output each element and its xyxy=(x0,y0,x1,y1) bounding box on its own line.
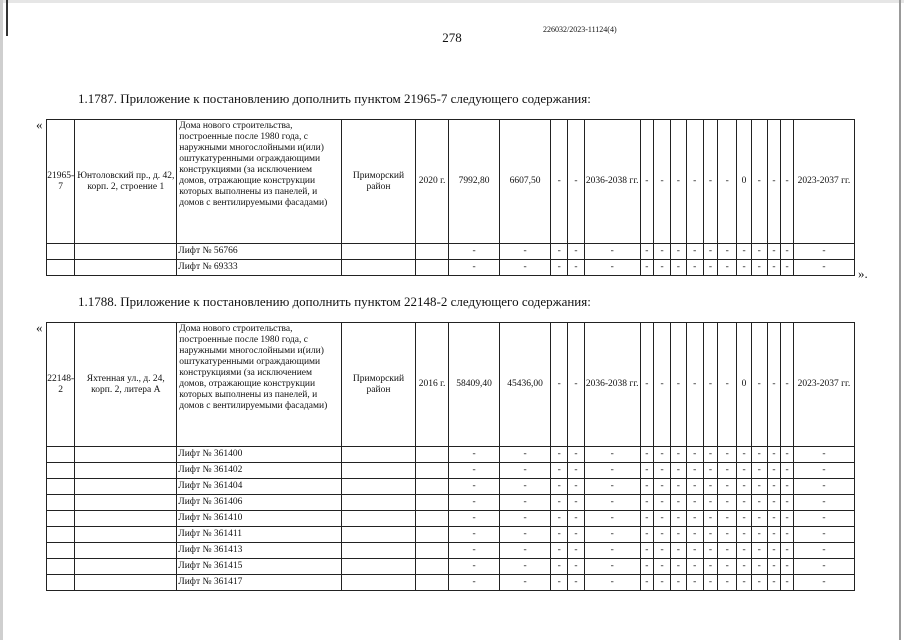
lift-cell-empty xyxy=(342,495,416,511)
lift-cell-dash: - xyxy=(671,244,687,260)
lift-cell-dash: - xyxy=(781,244,794,260)
lift-cell-dash: - xyxy=(703,527,718,543)
lift-cell-dash: - xyxy=(767,463,781,479)
lift-cell-dash: - xyxy=(551,244,568,260)
lift-cell-dash: - xyxy=(499,463,550,479)
lift-cell-dash: - xyxy=(671,559,687,575)
lift-cell-dash: - xyxy=(751,260,767,276)
lift-cell-dash: - xyxy=(654,463,671,479)
lift-cell-dash: - xyxy=(568,575,585,591)
cell-c15: - xyxy=(703,120,718,244)
lift-cell-dash: - xyxy=(686,559,703,575)
lift-cell-dash: - xyxy=(671,575,687,591)
lift-cell-dash: - xyxy=(640,543,654,559)
lift-cell-dash: - xyxy=(654,527,671,543)
area-total: 58409,40 xyxy=(449,323,499,447)
cell-c14: - xyxy=(686,323,703,447)
lift-cell-dash: - xyxy=(640,495,654,511)
build-year: 2016 г. xyxy=(415,323,449,447)
lift-cell-dash: - xyxy=(686,495,703,511)
lift-cell-dash: - xyxy=(640,447,654,463)
lift-cell-empty xyxy=(415,479,449,495)
lift-cell-dash: - xyxy=(751,575,767,591)
lift-cell-dash: - xyxy=(718,511,737,527)
lift-cell-empty xyxy=(415,511,449,527)
lift-cell-dash: - xyxy=(718,463,737,479)
section-heading-1: 1.1787. Приложение к постановлению дополнить пунктом 21965-7 следующего содержания: xyxy=(78,91,591,106)
lift-cell-dash: - xyxy=(703,447,718,463)
repair-period: 2023-2037 гг. xyxy=(793,120,854,244)
lift-cell-dash: - xyxy=(449,575,499,591)
lift-cell-empty xyxy=(75,447,177,463)
lift-cell-dash: - xyxy=(551,479,568,495)
lift-cell-dash: - xyxy=(671,495,687,511)
lift-cell-dash: - xyxy=(671,479,687,495)
lift-cell-dash: - xyxy=(793,527,854,543)
lift-cell-dash: - xyxy=(671,527,687,543)
cell-c15: - xyxy=(703,323,718,447)
lift-cell-dash: - xyxy=(737,543,752,559)
district: Приморский район xyxy=(342,120,416,244)
lift-cell-empty xyxy=(47,511,75,527)
lift-cell-dash: - xyxy=(686,575,703,591)
lift-cell-dash: - xyxy=(781,575,794,591)
lift-cell-dash: - xyxy=(551,575,568,591)
lift-cell-dash: - xyxy=(584,244,640,260)
lift-cell-dash: - xyxy=(499,543,550,559)
lift-cell-dash: - xyxy=(640,511,654,527)
lift-cell-dash: - xyxy=(781,260,794,276)
table-section-1 xyxy=(46,119,855,276)
address: Юнтоловский пр., д. 42, корп. 2, строение 1 xyxy=(75,120,177,244)
lift-name: Лифт № 56766 xyxy=(177,244,342,260)
lift-cell-dash: - xyxy=(767,479,781,495)
lift-cell-dash: - xyxy=(568,495,585,511)
lift-cell-dash: - xyxy=(499,559,550,575)
cell-c17: 0 xyxy=(737,323,752,447)
lift-cell-empty xyxy=(75,559,177,575)
lift-cell-dash: - xyxy=(793,463,854,479)
lift-cell-dash: - xyxy=(654,559,671,575)
lift-cell-empty xyxy=(47,260,75,276)
lift-cell-empty xyxy=(342,463,416,479)
lift-cell-dash: - xyxy=(767,527,781,543)
lift-cell-dash: - xyxy=(654,447,671,463)
lift-cell-dash: - xyxy=(686,463,703,479)
lift-cell-dash: - xyxy=(584,260,640,276)
lift-cell-dash: - xyxy=(449,260,499,276)
cell-c14: - xyxy=(686,120,703,244)
lift-cell-empty xyxy=(342,447,416,463)
lift-cell-dash: - xyxy=(671,260,687,276)
lift-cell-dash: - xyxy=(584,575,640,591)
lift-cell-dash: - xyxy=(640,244,654,260)
lift-cell-empty xyxy=(47,479,75,495)
lift-cell-dash: - xyxy=(584,463,640,479)
cell-c11: - xyxy=(640,323,654,447)
lift-cell-empty xyxy=(415,559,449,575)
lift-cell-dash: - xyxy=(499,260,550,276)
lift-cell-empty xyxy=(415,527,449,543)
cell-c8: - xyxy=(551,120,568,244)
lift-cell-dash: - xyxy=(551,559,568,575)
cell-c12: - xyxy=(654,323,671,447)
lift-cell-dash: - xyxy=(584,511,640,527)
cell-c11: - xyxy=(640,120,654,244)
lift-cell-dash: - xyxy=(793,575,854,591)
lift-cell-dash: - xyxy=(654,495,671,511)
lift-cell-empty xyxy=(47,244,75,260)
lift-cell-dash: - xyxy=(671,447,687,463)
page-number: 278 xyxy=(442,30,462,45)
lift-name: Лифт № 361413 xyxy=(177,543,342,559)
lift-cell-empty xyxy=(342,511,416,527)
lift-cell-dash: - xyxy=(781,447,794,463)
lift-name: Лифт № 361400 xyxy=(177,447,342,463)
building-description: Дома нового строительства, построенные после 1980 года, с наружными многослойными и(или) оштукатуренными ограждающими конструкциями (за исключением домов, отражающие конструкции которых выполнены из панелей, и домов с вентилируемыми фасадами) xyxy=(177,323,342,447)
lift-cell-dash: - xyxy=(671,543,687,559)
lift-cell-dash: - xyxy=(767,543,781,559)
lift-cell-empty xyxy=(415,543,449,559)
cell-c16: - xyxy=(718,323,737,447)
lift-cell-dash: - xyxy=(793,511,854,527)
lift-cell-dash: - xyxy=(703,575,718,591)
cell-c18: - xyxy=(751,120,767,244)
lift-cell-dash: - xyxy=(568,543,585,559)
lift-cell-dash: - xyxy=(449,511,499,527)
lift-cell-dash: - xyxy=(703,260,718,276)
lift-cell-dash: - xyxy=(781,479,794,495)
lift-cell-empty xyxy=(75,575,177,591)
cell-c16: - xyxy=(718,120,737,244)
area-living: 6607,50 xyxy=(499,120,550,244)
cell-c19: - xyxy=(767,120,781,244)
lift-cell-dash: - xyxy=(751,559,767,575)
lift-cell-dash: - xyxy=(584,559,640,575)
lift-cell-dash: - xyxy=(551,260,568,276)
lift-cell-dash: - xyxy=(767,559,781,575)
cell-c9: - xyxy=(568,120,585,244)
lift-cell-empty xyxy=(415,447,449,463)
lift-cell-dash: - xyxy=(671,511,687,527)
lift-cell-dash: - xyxy=(568,527,585,543)
lift-cell-empty xyxy=(75,260,177,276)
lift-cell-empty xyxy=(342,575,416,591)
lift-cell-dash: - xyxy=(499,495,550,511)
lift-cell-empty xyxy=(75,244,177,260)
section-heading-2: 1.1788. Приложение к постановлению дополнить пунктом 22148-2 следующего содержания: xyxy=(78,294,591,309)
lift-cell-dash: - xyxy=(568,559,585,575)
lift-cell-dash: - xyxy=(767,495,781,511)
lift-name: Лифт № 361411 xyxy=(177,527,342,543)
lift-cell-dash: - xyxy=(781,495,794,511)
repair-period: 2023-2037 гг. xyxy=(793,323,854,447)
lift-cell-empty xyxy=(342,559,416,575)
lift-row xyxy=(47,527,855,543)
lift-name: Лифт № 361404 xyxy=(177,479,342,495)
lift-cell-dash: - xyxy=(584,527,640,543)
lift-cell-dash: - xyxy=(654,244,671,260)
lift-cell-dash: - xyxy=(449,559,499,575)
lift-row xyxy=(47,575,855,591)
lift-cell-dash: - xyxy=(654,575,671,591)
lift-cell-empty xyxy=(75,527,177,543)
lift-cell-dash: - xyxy=(781,559,794,575)
lift-cell-dash: - xyxy=(568,244,585,260)
lift-cell-dash: - xyxy=(640,559,654,575)
lift-cell-dash: - xyxy=(718,447,737,463)
district: Приморский район xyxy=(342,323,416,447)
lift-cell-dash: - xyxy=(793,244,854,260)
lift-cell-dash: - xyxy=(703,559,718,575)
lift-cell-dash: - xyxy=(737,495,752,511)
open-quote-1: « xyxy=(36,117,43,132)
cell-c20: - xyxy=(781,120,794,244)
lift-cell-dash: - xyxy=(737,511,752,527)
lift-cell-dash: - xyxy=(751,511,767,527)
lift-cell-dash: - xyxy=(449,543,499,559)
lift-row xyxy=(47,447,855,463)
lift-cell-dash: - xyxy=(718,260,737,276)
lift-cell-dash: - xyxy=(751,244,767,260)
lift-cell-empty xyxy=(415,463,449,479)
lift-cell-dash: - xyxy=(703,543,718,559)
area-living: 45436,00 xyxy=(499,323,550,447)
lift-cell-dash: - xyxy=(718,527,737,543)
lift-row xyxy=(47,511,855,527)
lift-cell-dash: - xyxy=(640,260,654,276)
lift-cell-dash: - xyxy=(449,463,499,479)
lift-cell-dash: - xyxy=(640,575,654,591)
lift-cell-dash: - xyxy=(718,495,737,511)
cell-c8: - xyxy=(551,323,568,447)
lift-cell-dash: - xyxy=(499,479,550,495)
lift-cell-empty xyxy=(47,463,75,479)
lift-cell-dash: - xyxy=(654,260,671,276)
scan-edge-top xyxy=(0,0,904,3)
lift-cell-dash: - xyxy=(551,511,568,527)
lift-name: Лифт № 361415 xyxy=(177,559,342,575)
lift-row xyxy=(47,260,855,276)
lift-cell-dash: - xyxy=(686,527,703,543)
lift-cell-dash: - xyxy=(551,463,568,479)
lift-cell-dash: - xyxy=(737,479,752,495)
address: Яхтенная ул., д. 24, корп. 2, литера А xyxy=(75,323,177,447)
lift-cell-empty xyxy=(342,479,416,495)
lift-name: Лифт № 361402 xyxy=(177,463,342,479)
cell-c19: - xyxy=(767,323,781,447)
lift-cell-dash: - xyxy=(793,447,854,463)
lift-cell-dash: - xyxy=(737,260,752,276)
lift-cell-dash: - xyxy=(767,511,781,527)
lift-cell-dash: - xyxy=(686,447,703,463)
period: 2036-2038 гг. xyxy=(584,323,640,447)
lift-cell-empty xyxy=(47,447,75,463)
lift-cell-dash: - xyxy=(767,447,781,463)
lift-cell-empty xyxy=(47,527,75,543)
lift-cell-dash: - xyxy=(751,463,767,479)
lift-cell-dash: - xyxy=(793,543,854,559)
lift-row xyxy=(47,559,855,575)
lift-row xyxy=(47,244,855,260)
lift-cell-empty xyxy=(342,527,416,543)
scan-edge-left xyxy=(0,0,3,640)
lift-cell-dash: - xyxy=(751,479,767,495)
table-section-2 xyxy=(46,322,855,591)
lift-cell-dash: - xyxy=(584,495,640,511)
cell-c9: - xyxy=(568,323,585,447)
lift-cell-dash: - xyxy=(703,495,718,511)
lift-cell-dash: - xyxy=(737,559,752,575)
lift-cell-empty xyxy=(75,463,177,479)
lift-row xyxy=(47,479,855,495)
lift-cell-dash: - xyxy=(718,559,737,575)
lift-cell-dash: - xyxy=(793,479,854,495)
lift-row xyxy=(47,495,855,511)
lift-cell-dash: - xyxy=(781,527,794,543)
lift-cell-dash: - xyxy=(584,543,640,559)
lift-cell-dash: - xyxy=(568,447,585,463)
lift-cell-dash: - xyxy=(767,260,781,276)
area-total: 7992,80 xyxy=(449,120,499,244)
lift-cell-dash: - xyxy=(640,479,654,495)
lift-cell-dash: - xyxy=(703,479,718,495)
lift-cell-dash: - xyxy=(640,463,654,479)
lift-cell-dash: - xyxy=(551,543,568,559)
lift-cell-dash: - xyxy=(686,260,703,276)
lift-cell-dash: - xyxy=(781,511,794,527)
scan-edge-right xyxy=(899,0,901,640)
lift-cell-dash: - xyxy=(737,447,752,463)
lift-cell-empty xyxy=(47,575,75,591)
lift-cell-empty xyxy=(47,543,75,559)
lift-cell-dash: - xyxy=(449,495,499,511)
lift-cell-dash: - xyxy=(703,244,718,260)
lift-cell-empty xyxy=(47,559,75,575)
building-description: Дома нового строительства, построенные после 1980 года, с наружными многослойными и(или) оштукатуренными ограждающими конструкциями (за исключением домов, отражающие конструкции которых выполнены из панелей, и домов с вентилируемыми фасадами) xyxy=(177,120,342,244)
lift-name: Лифт № 69333 xyxy=(177,260,342,276)
lift-name: Лифт № 361417 xyxy=(177,575,342,591)
item-code: 22148-2 xyxy=(47,323,75,447)
lift-cell-dash: - xyxy=(718,244,737,260)
lift-cell-dash: - xyxy=(703,511,718,527)
cell-c18: - xyxy=(751,323,767,447)
lift-cell-dash: - xyxy=(737,244,752,260)
lift-cell-dash: - xyxy=(718,479,737,495)
lift-cell-dash: - xyxy=(793,495,854,511)
lift-cell-dash: - xyxy=(449,244,499,260)
lift-cell-dash: - xyxy=(568,463,585,479)
lift-cell-dash: - xyxy=(751,447,767,463)
table-row xyxy=(47,323,855,447)
lift-row xyxy=(47,543,855,559)
lift-cell-dash: - xyxy=(686,511,703,527)
lift-cell-dash: - xyxy=(686,244,703,260)
lift-cell-empty xyxy=(75,479,177,495)
lift-cell-dash: - xyxy=(499,244,550,260)
lift-cell-empty xyxy=(75,543,177,559)
lift-cell-dash: - xyxy=(737,463,752,479)
lift-cell-dash: - xyxy=(751,495,767,511)
lift-cell-dash: - xyxy=(499,511,550,527)
lift-cell-dash: - xyxy=(686,479,703,495)
lift-cell-dash: - xyxy=(751,527,767,543)
lift-cell-empty xyxy=(415,260,449,276)
lift-cell-dash: - xyxy=(584,479,640,495)
lift-cell-empty xyxy=(415,575,449,591)
lift-cell-dash: - xyxy=(671,463,687,479)
lift-cell-dash: - xyxy=(767,575,781,591)
period: 2036-2038 гг. xyxy=(584,120,640,244)
lift-cell-dash: - xyxy=(640,527,654,543)
lift-cell-dash: - xyxy=(654,479,671,495)
lift-row xyxy=(47,463,855,479)
lift-cell-dash: - xyxy=(737,527,752,543)
lift-cell-empty xyxy=(415,495,449,511)
lift-cell-dash: - xyxy=(499,447,550,463)
lift-cell-empty xyxy=(415,244,449,260)
lift-name: Лифт № 361406 xyxy=(177,495,342,511)
lift-cell-empty xyxy=(342,260,416,276)
lift-cell-dash: - xyxy=(718,575,737,591)
lift-cell-dash: - xyxy=(551,527,568,543)
lift-cell-dash: - xyxy=(568,260,585,276)
cell-c13: - xyxy=(671,120,687,244)
close-quote-1: ». xyxy=(858,266,868,281)
table-row xyxy=(47,120,855,244)
build-year: 2020 г. xyxy=(415,120,449,244)
lift-cell-dash: - xyxy=(686,543,703,559)
lift-cell-dash: - xyxy=(551,447,568,463)
cell-c20: - xyxy=(781,323,794,447)
lift-cell-dash: - xyxy=(449,479,499,495)
lift-cell-dash: - xyxy=(751,543,767,559)
lift-cell-empty xyxy=(75,511,177,527)
lift-name: Лифт № 361410 xyxy=(177,511,342,527)
lift-cell-dash: - xyxy=(568,479,585,495)
lift-cell-dash: - xyxy=(449,447,499,463)
lift-cell-dash: - xyxy=(499,527,550,543)
lift-cell-empty xyxy=(342,244,416,260)
lift-cell-dash: - xyxy=(654,511,671,527)
lift-cell-dash: - xyxy=(568,511,585,527)
lift-cell-empty xyxy=(47,495,75,511)
lift-cell-dash: - xyxy=(793,260,854,276)
lift-cell-empty xyxy=(75,495,177,511)
lift-cell-dash: - xyxy=(703,463,718,479)
lift-cell-dash: - xyxy=(793,559,854,575)
cell-c17: 0 xyxy=(737,120,752,244)
cell-c13: - xyxy=(671,323,687,447)
lift-cell-dash: - xyxy=(781,543,794,559)
item-code: 21965-7 xyxy=(47,120,75,244)
cell-c12: - xyxy=(654,120,671,244)
lift-cell-dash: - xyxy=(449,527,499,543)
open-quote-2: « xyxy=(36,320,43,335)
lift-cell-empty xyxy=(342,543,416,559)
lift-cell-dash: - xyxy=(654,543,671,559)
lift-cell-dash: - xyxy=(781,463,794,479)
lift-cell-dash: - xyxy=(499,575,550,591)
lift-cell-dash: - xyxy=(551,495,568,511)
document-id: 226032/2023-11124(4) xyxy=(543,25,617,34)
lift-cell-dash: - xyxy=(584,447,640,463)
lift-cell-dash: - xyxy=(718,543,737,559)
lift-cell-dash: - xyxy=(767,244,781,260)
lift-cell-dash: - xyxy=(737,575,752,591)
